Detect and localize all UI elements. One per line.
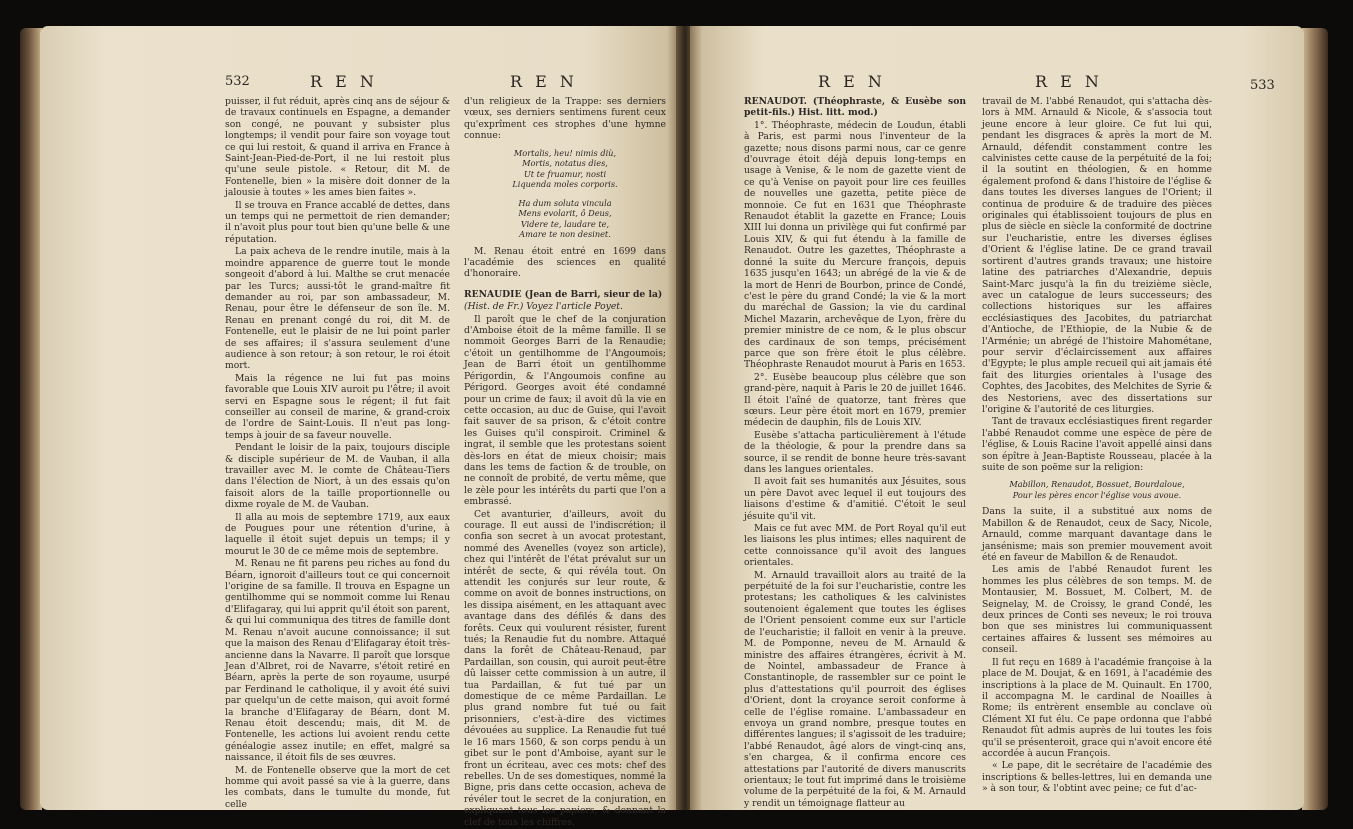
page-number-right: 533: [1250, 78, 1275, 93]
verse-line: Ha dum soluta vincula: [518, 197, 612, 208]
running-head-left-2: R E N: [510, 72, 578, 91]
book-edge-left: [20, 28, 42, 810]
paragraph: Il fut reçu en 1689 à l'académie françoise à la place de M. Doujat, & en 1691, à l'académie des inscriptions à la place de M. Quinault. En 1700, il accompagna M. le cardinal de Noailles à Rome; ils entrèrent ensemble au conclave où Clément XI fut élu. Ce pape ordonna que l'abbé Renaudot fût admis auprès de lui toutes les fois qu'il se présenteroit, grace qui n'avoit encore été accordée à aucun François.: [982, 656, 1212, 759]
verse-line: Mens evolarit, ô Deus,: [518, 208, 612, 219]
entry-reference: (Hist. de Fr.) Voyez l'article Poyet.: [464, 301, 623, 313]
paragraph: Les amis de l'abbé Renaudot furent les hommes les plus célèbres de son temps. M. de Montausier, M. Bossuet, M. Colbert, M. de Seignelay, M. de Croissy, le grand Condé, les deux princes de Conti ses neveux; le roi trouva bon que ses ministres lui communiquassent certaines affaires & lussent ses mémoires au conseil.: [982, 564, 1212, 656]
right-column-2: [982, 96, 1212, 796]
verse-line: Videre te, laudare te,: [520, 218, 610, 229]
verse-line: Mortalis, heu! nimis diù,: [513, 147, 617, 158]
paragraph: Tant de travaux ecclésiastiques firent regarder l'abbé Renaudot comme une espèce de père de l'église, & Louis Racine l'avoit appellé ainsi dans son épître à Jean-Baptiste Rousseau, placée à la suite de son poëme sur la religion:: [982, 416, 1212, 473]
paragraph: M. Renau étoit entré en 1699 dans l'académie des sciences en qualité d'honoraire.: [464, 245, 666, 280]
verse-line: Pour les pères encor l'église vous avoue.: [1012, 489, 1182, 500]
racine-verse: [982, 479, 1212, 500]
running-head-right-2: R E N: [1035, 72, 1103, 91]
entry-title-renaudot: RENAUDOT. (Théophraste, & Eusèbe son petit-fils.) Hist. litt. mod.): [744, 96, 966, 119]
paragraph: 2°. Eusèbe beaucoup plus célèbre que son grand-père, naquit à Paris le 20 de juillet 1646. Il étoit l'aîné de quatorze, tant frères que sœurs. Leur père étoit mort en 1679, premier médecin de dauphin, fils de Louis XIV.: [744, 371, 966, 429]
paragraph: Pendant le loisir de la paix, toujours disciple & disciple supérieur de M. de Vauban, il alla travailler avec M. le comte de Château-Tiers dans l'élection de Niort, à un des essais qu'on faisoit alors de la taille proportionnelle ou dixme royale de M. de Vauban.: [225, 442, 450, 511]
left-column-2: [464, 96, 666, 829]
paragraph: M. de Fontenelle observe que la mort de cet homme qui avoit passé sa vie à la guerre, dans les combats, dans le tumulte du monde, fut celle: [225, 764, 450, 810]
book-edge-right: [1302, 28, 1328, 810]
entry-title-renaudie: RENAUDIE (Jean de Barri, sieur de la): [464, 288, 663, 300]
page-number-left: 532: [225, 74, 250, 89]
verse-line: Ut te fruamur, nosti: [523, 168, 607, 179]
paragraph: puisser, il fut réduit, après cinq ans de séjour & de travaux continuels en Espagne, a demander son congé, ne pouvant y subsister plus longtemps; il vendit pour faire son voyage tout ce qui lui restoit, & quand il arriva en France à Saint-Jean-Pied-de-Port, il ne lui restoit plus qu'une seule pistole. « Retour, dit M. de Fontenelle, bien » la misère doit donner de la jalousie à toutes » les ames bien faites ».: [225, 96, 450, 199]
left-column-1: [225, 96, 450, 811]
verse-line: Mabillon, Renaudot, Bossuet, Bourdaloue,: [1009, 479, 1185, 490]
verse-line: Liquenda moles corporis.: [512, 179, 618, 190]
verse-line: Mortis, notatus dies,: [522, 158, 608, 169]
paragraph: Il avoit fait ses humanités aux Jésuites, sous un père Davot avec lequel il eut toujours des liaisons d'estime & d'amitié. C'étoit le seul jésuite qu'il vit.: [744, 476, 966, 522]
paragraph: La paix acheva de le rendre inutile, mais à la moindre apparence de guerre tout le monde songeoit d'abord à lui. Malthe se crut menacée par les Turcs; aussi-tôt le grand-maître fit demander au roi, par son ambassadeur, M. Renau, pour être le défenseur de son île. M. Renau en prenant congé du roi, dit M. de Fontenelle, eut le plaisir de ne lui point parler de ses affaires; il s'assura seulement d'une audience à son retour; à son retour, le roi étoit mort.: [225, 246, 450, 372]
paragraph: Eusèbe s'attacha particulièrement à l'étude de la théologie, & pour la prendre dans sa source, il se rendit de bonne heure très-savant dans les langues orientales.: [744, 429, 966, 475]
paragraph: travail de M. l'abbé Renaudot, qui s'attacha dès-lors à MM. Arnauld & Nicole, & s'associa tout jeune encore à leur gloire. Ce fut lui qui, pendant les disgraces & après la mort de M. Arnauld, défendit constamment contre les calvinistes cette cause de la perpétuité de la foi; il la soutint en théologien, & en homme également profond & dans l'histoire de l'église & dans toutes les diverses langues de l'Orient; il continua de produire & de traduire des pièces originales qui établissoient toujours de plus en plus de siècle en siècle la conformité de doctrine sur l'eucharistie, entre les diverses églises d'Orient & l'église latine. De ce grand travail sortirent d'autres grands travaux; une histoire latine des patriarches d'Alexandrie, depuis Saint-Marc jusqu'à la fin du treizième siècle, avec un catalogue de leurs successeurs; des collections historiques sur les affaires ecclésiastiques des Jacobites, du patriarchat d'Antioche, de l'Ethiopie, de la Nubie & de l'Arménie; un abrégé de l'histoire Mahométane, pour servir d'éclaircissement aux affaires d'Egypte; le plus ample recueil qui ait jamais été fait des liturgies orientales à l'usage des Cophtes, des Jacobites, des Melchites de Syrie & des Nestoriens, avec des dissertations sur l'origine & l'autorité de ces liturgies.: [982, 96, 1212, 415]
right-column-1: [744, 96, 966, 810]
running-head-right-1: R E N: [818, 72, 886, 91]
paragraph: Mais la régence ne lui fut pas moins favorable que Louis XIV auroit pu l'être; il avoit servi en Espagne sous le régent; il fut fait conseiller au conseil de marine, & grand-croix de l'ordre de Saint-Louis. Il n'eut pas long-temps à jouir de sa faveur nouvelle.: [225, 372, 450, 441]
paragraph: 1°. Théophraste, médecin de Loudun, établi à Paris, est parmi nous l'inventeur de la gazette; nous disons parmi nous, car ce genre d'ouvrage étoit déjà depuis long-temps en usage à Venise, & le nom de gazette vient de ce qu'à Venise on payoit pour lire ces feuilles de nouvelles une gazetta, petite pièce de monnoie. Ce fut en 1631 que Théophraste Renaudot établit la gazette en France; Louis XIII lui donna un privilège qui fut confirmé par Louis XIV, & qui fut étendu à la famille de Renaudot. Outre les gazettes, Théophraste a donné la suite du Mercure françois, depuis 1635 jusqu'en 1643; un abrégé de la vie & de la mort de Henri de Bourbon, prince de Condé, c'est le père du grand Condé; la vie & la mort du maréchal de Gassion; la vie du cardinal Michel Mazarin, archevêque de Lyon, frère du premier ministre de ce nom, & le plus obscur des cardinaux de son temps, précisément parce que son frère étoit le plus célèbre. Théophraste Renaudot mourut à Paris en 1653.: [744, 119, 966, 371]
paragraph: Mais ce fut avec MM. de Port Royal qu'il eut les liaisons les plus intimes; elles naquirent de cette connoissance qu'il avoit des langues orientales.: [744, 523, 966, 569]
paragraph: Dans la suite, il a substitué aux noms de Mabillon & de Renaudot, ceux de Sacy, Nicole, Arnauld, comme marquant davantage dans le jansénisme; mais son premier mouvement avoit été en faveur de Mabillon & de Renaudot.: [982, 506, 1212, 564]
paragraph: Il paroît que le chef de la conjuration d'Amboise étoit de la même famille. Il se nommoit Georges Barri de la Renaudie; c'étoit un gentilhomme de l'Angoumois; Jean de Barri étoit un gentilhomme Périgordin, & l'Angoumois confine au Périgord. Georges avoit été condamné pour un crime de faux; il avoit dû la vie en cette occasion, au duc de Guise, qui l'avoit fait sauver de sa prison, & c'étoit contre les Guises qu'il conspiroit. Criminel & ingrat, il semble que les protestans soient dès-lors en état de mieux choisir; mais dans les tems de faction & de trouble, on ne connoît de probité, de vertu même, que le zèle pour les intérêts du parti que l'on a embrassé.: [464, 313, 666, 508]
paragraph: Il se trouva en France accablé de dettes, dans un temps qui ne permettoit de rien demander; il n'avoit plus pour tout bien qu'une belle & une réputation.: [225, 199, 450, 245]
paragraph: Cet avanturier, d'ailleurs, avoit du courage. Il eut aussi de l'indiscrétion; il confia son secret à un avocat protestant, nommé des Avenelles (voyez son article), chez qui l'intérêt de l'état prévalut sur un intérêt de secte, & qui révéla tout. On attendit les conjurés sur leur route, & comme on avoit de bonnes instructions, on les dissipa aisément, en les attaquant avec avantage dans des défilés & dans des forêts. Ceux qui voulurent résister, furent tués; la Renaudie fut du nombre. Attaqué dans la forêt de Château-Renaud, par Pardaillan, son cousin, qui auroit peut-être dû laisser cette commission à un autre, il tua Pardaillan, & fut tué par un domestique de ce même Pardaillan. Le plus grand nombre fut tué ou fait prisonniers, c'est-à-dire des victimes dévouées au supplice. La Renaudie fut tué le 16 mars 1560, & son corps pendu à un gibet sur le pont d'Amboise, ayant sur le front un écriteau, avec ces mots: chef des rebelles. Un de ses domestiques, nommé la Bigne, pris dans cette occasion, acheva de révéler tout le secret de la conjuration, en expliquant tous les papiers, & donnant la clef de tous les chiffres.: [464, 508, 666, 828]
running-head-left-1: R E N: [310, 72, 378, 91]
paragraph: Il alla au mois de septembre 1719, aux eaux de Pougues pour une rétention d'urine, à laquelle il étoit sujet depuis un temps; il y mourut le 30 de ce même mois de septembre.: [225, 511, 450, 557]
left-page: [40, 26, 680, 828]
paragraph: M. Renau ne fit parens peu riches au fond du Béarn, ignoroit d'ailleurs tout ce qui concernoit l'origine de sa famille. Il trouva en Espagne un gentilhomme qui se nommoit comme lui Renau d'Elifagaray, qui lui apprit qu'il étoit son parent, & qui lui communiqua des titres de famille dont M. Renau n'avoit aucune connoissance; il sut que la maison des Renau d'Elifagaray étoit très-ancienne dans la Navarre. Il paroît que lorsque Jean d'Albret, roi de Navarre, s'étoit retiré en Béarn, après la perte de son royaume, usurpé par Ferdinand le catholique, il y avoit été suivi par quelqu'un de cette maison, qui avoit formé la branche d'Elifagaray de Béarn, dont M. Renau étoit descendu; mais, dit M. de Fontenelle, les actions lui avoient rendu cette généalogie assez inutile; en effet, malgré sa naissance, il étoit fils de ses œuvres.: [225, 558, 450, 764]
paragraph: « Le pape, dit le secrétaire de l'académie des inscriptions & belles-lettres, lui en demanda une » à son tour, & l'obtint avec peine; ce fut d'ac-: [982, 760, 1212, 795]
paragraph: d'un religieux de la Trappe: ses derniers vœux, ses derniers sentimens furent ceux qu'exprîment ces strophes d'une hymne connue:: [464, 96, 666, 142]
verse-line: Amare te non desinet.: [519, 229, 611, 240]
paragraph: M. Arnauld travailloit alors au traité de la perpétuité de la foi sur l'eucharistie, contre les protestans; les catholiques & les calvinistes soutenoient également que toutes les églises de l'Orient pensoient comme eux sur l'article de l'eucharistie; il falloit en venir à la preuve. M. de Pomponne, neveu de M. Arnauld & ministre des affaires étrangères, écrivit à M. de Nointel, ambassadeur de France à Constantinople, de rassembler sur ce point le plus d'attestations qu'il pourroit des églises d'Orient, dont la croyance seroit conforme à celle de l'église romaine. L'ambassadeur en envoya un grand nombre, presque toutes en différentes langues; il s'agissoit de les traduire; l'abbé Renaudot, âgé alors de vingt-cinq ans, s'en chargea, & il confirma encore ces attestations par l'autorité de divers manuscrits orientaux; le tout fut imprimé dans le troisième volume de la perpétuité de la foi, & M. Arnauld y rendit un témoignage flatteur au: [744, 569, 966, 809]
hymn-verse: [464, 148, 666, 240]
right-page: [690, 26, 1304, 810]
